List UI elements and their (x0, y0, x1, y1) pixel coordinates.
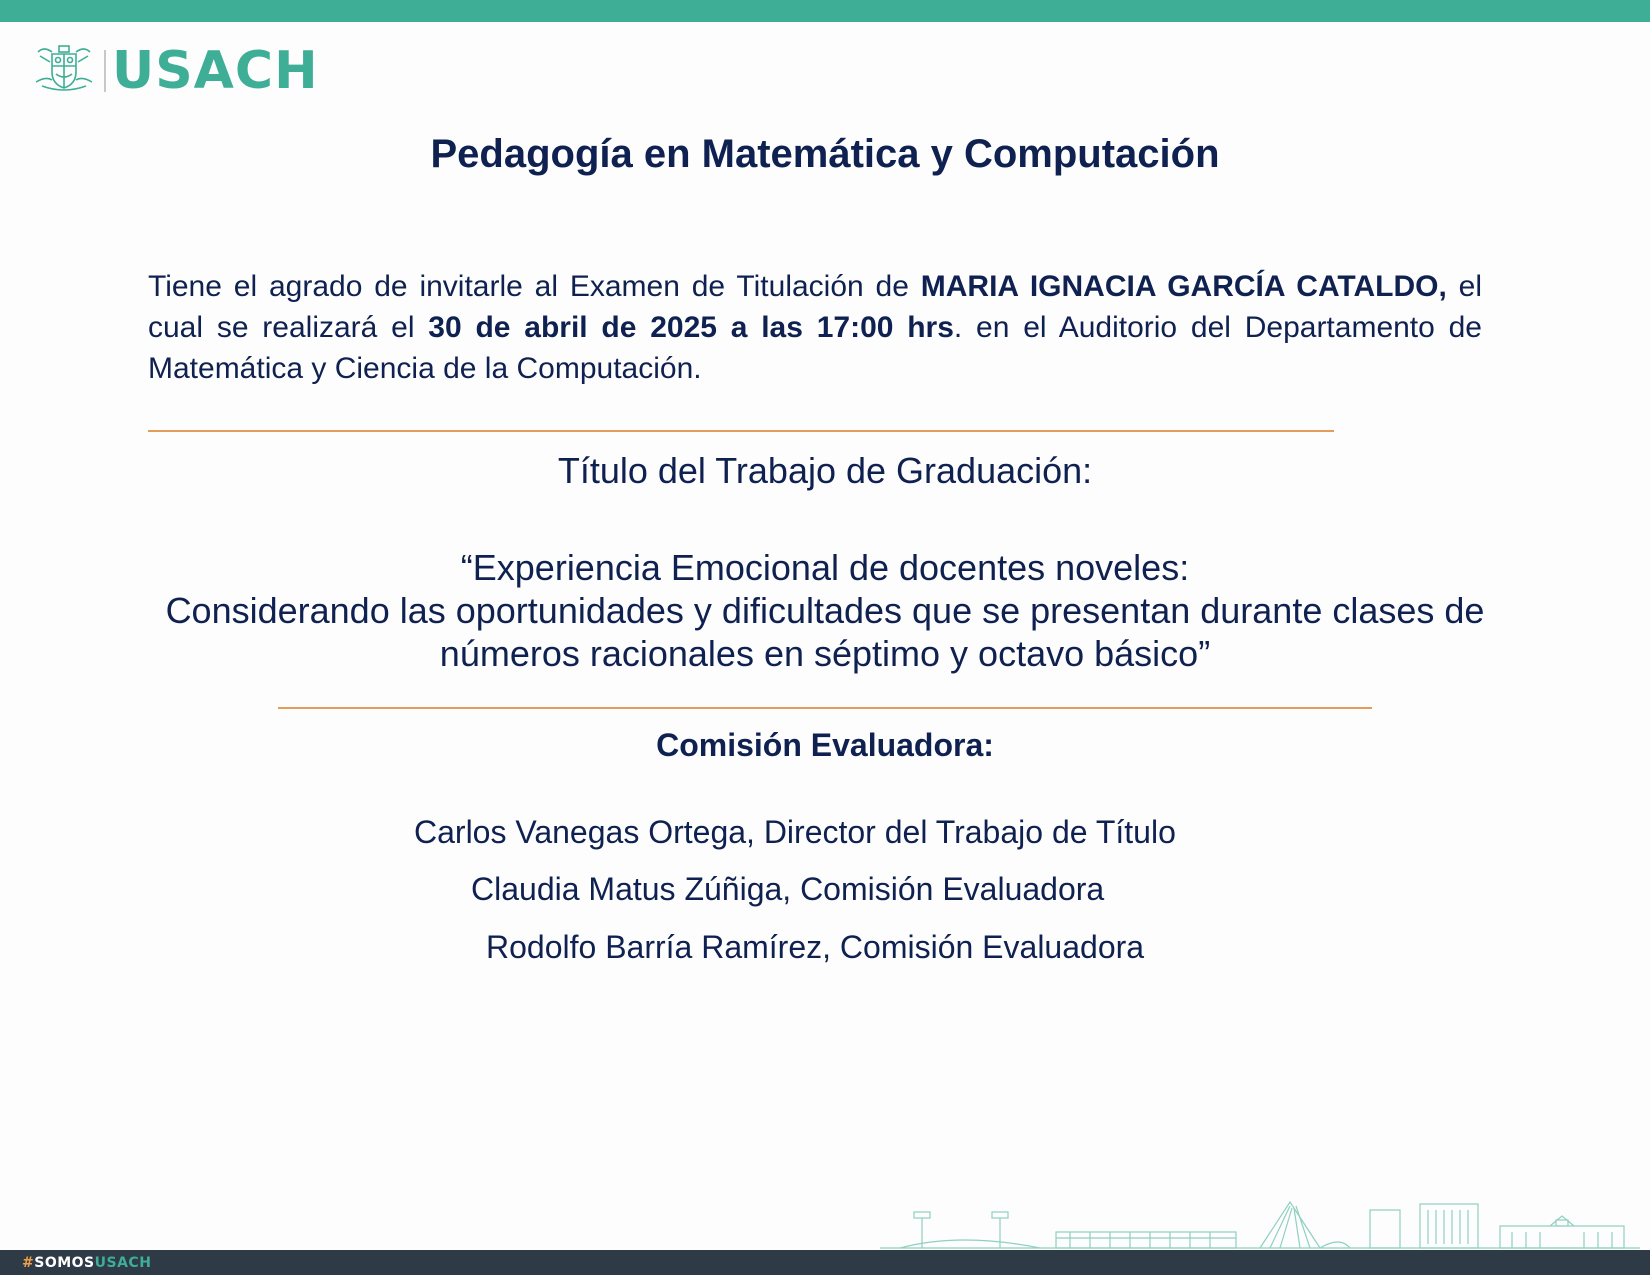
top-accent-bar (0, 0, 1650, 22)
brand-wordmark: USACH (112, 41, 319, 101)
usach-logo (32, 41, 352, 101)
footer-bar (0, 1250, 1650, 1275)
campus-skyline-illustration (880, 1196, 1640, 1250)
thesis-heading: Título del Trabajo de Graduación: (557, 450, 1093, 491)
program-title: Pedagogía en Matemática y Computación (430, 132, 1220, 176)
thesis-title (60, 546, 1590, 675)
hashtag-usach: USACH (94, 1255, 152, 1271)
thesis-title-line: “Experiencia Emocional de docentes noveles: (460, 547, 1190, 588)
committee-member: Rodolfo Barría Ramírez, Comisión Evaluadora (486, 929, 1145, 965)
student-name: MARIA IGNACIA GARCÍA CATALDO, (920, 270, 1447, 303)
invitation-text-2: el cual se realizará el (148, 270, 1483, 344)
university-crest-icon (32, 42, 96, 92)
committee-heading: Comisión Evaluadora: (656, 727, 994, 763)
invitation-text-1: Tiene el agrado de invitarle al Examen de Titulación de (148, 270, 921, 303)
divider-line (148, 430, 1334, 432)
hashtag-symbol: # (22, 1255, 35, 1271)
divider-line (278, 707, 1372, 709)
committee-member: Claudia Matus Zúñiga, Comisión Evaluadora (471, 871, 1105, 907)
footer-hashtag (22, 1254, 151, 1272)
hashtag-somos: SOMOS (34, 1255, 95, 1271)
thesis-title-line: Considerando las oportunidades y dificultades que se presentan durante clases de (165, 590, 1485, 631)
invitation-text-3: . en el Auditorio del Departamento de Matemática y Ciencia de la Computación. (148, 311, 1482, 385)
exam-date-time: 30 de abril de 2025 a las 17:00 hrs (428, 311, 954, 344)
committee-member: Carlos Vanegas Ortega, Director del Trabajo de Título (414, 814, 1176, 850)
thesis-title-line: números racionales en séptimo y octavo básico” (439, 633, 1211, 674)
logo-divider (104, 50, 106, 92)
invitation-paragraph (148, 266, 1482, 389)
